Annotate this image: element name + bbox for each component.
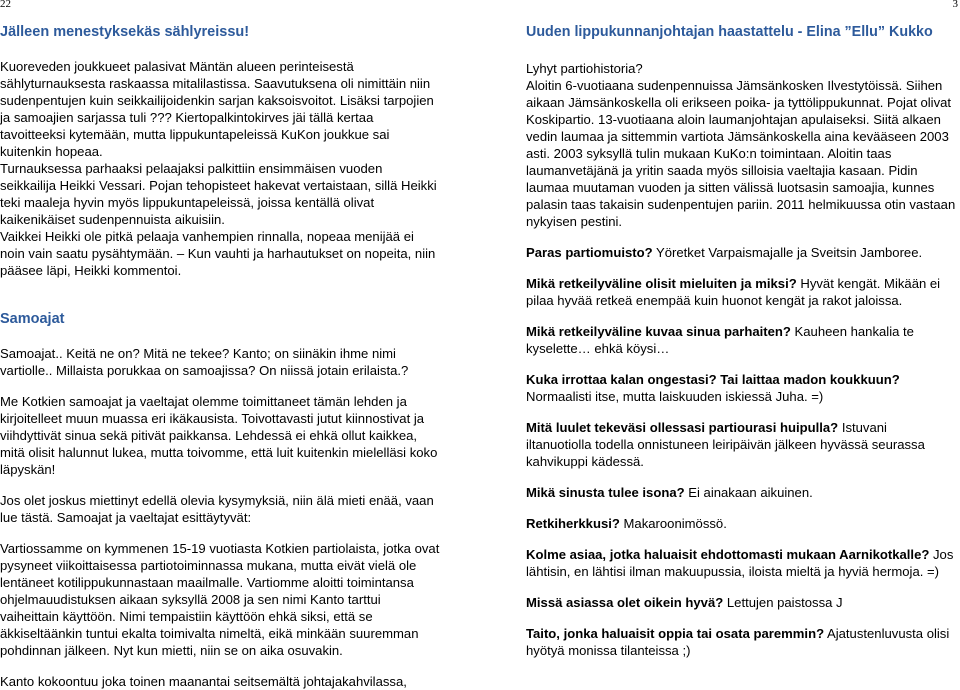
question: Lyhyt partiohistoria? <box>526 61 643 76</box>
page-number-left: 22 <box>0 0 11 10</box>
article-title: Jälleen menestyksekäs sählyreissu! <box>0 24 250 40</box>
answer: Ei ainakaan aikuinen. <box>688 485 813 500</box>
qa-item <box>526 323 956 357</box>
question: Kolme asiaa, jotka haluaisit ehdottomasti mukaan Aarnikotkalle? <box>526 547 930 562</box>
question: Mikä retkeilyväline olisit mieluiten ja miksi? <box>526 276 797 291</box>
page-number-right: 3 <box>952 0 958 10</box>
paragraph: Vartiossamme on kymmenen 15-19 vuotiasta Kotkien partiolaista, jotka ovat pysyneet viikoittaisessa partiotoiminnassa mukana, mutta eivät vielä ole lentäneet kotilippukunnastaan maailmalle. Vartiomme aloitti toimintansa ohjelmauudistuksen aikaan syksyllä 2008 ja sen nimi Kanto tarttui vaiheittain käyttöön. Nimi tempaistiin käyttöön ehkä siksi, että se äkkiseltäänkin tuntui ekalta toimivalta nimeltä, eikä minkään suuremman pohdinnan jälkeen. Nyt kun mietti, niin se on aika osuvakin. <box>0 541 440 658</box>
qa-item <box>526 515 956 532</box>
qa-item <box>526 625 956 659</box>
answer: Makaroonimössö. <box>623 516 727 531</box>
paragraph: Me Kotkien samoajat ja vaeltajat olemme toimittaneet tämän lehden ja kirjoitelleet muun muassa eri ikäkausista. Toivottavasti jutut kiinnostivat ja viihdyttivät sinua sekä pitivät paikkansa. Lehdessä ei ehkä ollut kaikkea, mitä olisit halunnut lukea, mutta toivomme, että luit kuitenkin mielelläsi koko läpyskän! <box>0 394 438 477</box>
question: Taito, jonka haluaisit oppia tai osata paremmin? <box>526 626 825 641</box>
answer: Normaalisti itse, mutta laiskuuden iskiessä Juha. =) <box>526 389 824 404</box>
question: Kuka irrottaa kalan ongestasi? Tai laittaa madon koukkuun? <box>526 372 900 387</box>
answer: Kauheen hankalia te kyselette… ehkä köysi… <box>526 324 914 356</box>
left-column <box>0 22 442 690</box>
interview-title: Uuden lippukunnanjohtajan haastattelu - Elina ”Ellu” Kukko <box>526 24 933 40</box>
answer: Ajatustenluvusta olisi hyötyä monissa tilanteissa ;) <box>526 626 950 658</box>
question: Paras partiomuisto? <box>526 245 653 260</box>
qa-item <box>526 419 956 470</box>
question: Mikä retkeilyväline kuvaa sinua parhaiten? <box>526 324 791 339</box>
question: Mitä luulet tekeväsi ollessasi partiourasi huipulla? <box>526 420 839 435</box>
answer: Hyvät kengät. Mikään ei pilaa hyvää retkeä enempää kuin huonot kengät ja rakot jaloissa. <box>526 276 941 308</box>
answer: Yöretket Varpaismajalle ja Sveitsin Jamboree. <box>656 245 923 260</box>
paragraph: Turnauksessa parhaaksi pelaajaksi palkittiin ensimmäisen vuoden seikkailija Heikki Vessari. Pojan tehopisteet hakevat vertaistaan, sillä Heikki teki maaleja hyvin myös lippukuntapeleissä, joissa kentällä olivat kaikenikäiset sudenpennuista aikuisiin. <box>0 161 437 227</box>
paragraph: Samoajat.. Keitä ne on? Mitä ne tekee? Kanto; on siinäkin ihme nimi vartiolle.. Millaista porukkaa on samoajissa? On niissä jotain erilaista.? <box>0 346 409 378</box>
answer: Lettujen paistossa J <box>726 595 843 610</box>
qa-item <box>526 60 956 230</box>
answer: Aloitin 6-vuotiaana sudenpennuissa Jämsänkosken Ilvestytöissä. Siihen aikaan Jämsänkoskella oli erikseen poika- ja tyttölippukunnat. Pojat olivat Koskipartio. 13-vuotiaana aloin laumanjohtajan apulaiseksi. Siitä alkaen vedin laumaa ja sittemmin vartiota Jämsänkoskella aina kevääseen 2003 asti. 2003 syksyllä tulin mukaan KuKo:n toimintaan. Aloitin taas laumanvetäjänä ja yritin saada myös silloisia vaeltajia kasaan. Pidin laumaa muutaman vuoden ja sitten välissä luotsasin samoajia, kunnes palasin taas takaisin sudenpentujen pariin. 2011 helmikuussa otin vastaan nykyisen pestini. <box>526 78 956 229</box>
right-column <box>526 22 956 659</box>
question: Mikä sinusta tulee isona? <box>526 485 685 500</box>
question: Retkiherkkusi? <box>526 516 620 531</box>
qa-item <box>526 275 956 309</box>
paragraph: Kanto kokoontuu joka toinen maanantai seitsemältä johtajakahvilassa, <box>0 674 407 689</box>
qa-item <box>526 484 956 501</box>
qa-item <box>526 594 956 611</box>
paragraph: Jos olet joskus miettinyt edellä olevia kysymyksiä, niin älä mieti enää, vaan lue tästä. Samoajat ja vaeltajat esittäytyvät: <box>0 493 434 525</box>
paragraph: Vaikkei Heikki ole pitkä pelaaja vanhempien rinnalla, nopeaa menijää ei noin vain saatu pysähtymään. – Kun vauhti ja harhautukset on nopeita, niin pääsee läpi, Heikki kommentoi. <box>0 229 436 278</box>
answer: Istuvani iltanuotiolla todella onnistuneen leiripäivän jälkeen hyvässä seurassa kahvikuppi kädessä. <box>526 420 925 469</box>
qa-item <box>526 371 956 405</box>
paragraph: Kuoreveden joukkueet palasivat Mäntän alueen perinteisestä sählyturnauksesta raskaassa mitalilastissa. Saavutuksena oli nimittäin niin sudenpentujen kuin seikkailijoidenkin sarjan kaksoisvoitot. Lisäksi tarpojien ja samoajien sarjassa tuli ??? Kiertopalkintokirves jäi tällä kertaa tavoitteeksi kytemään, mutta lippukuntapeleissä KuKon joukkue sai kuitenkin hopeaa. <box>0 59 434 159</box>
section-heading: Samoajat <box>0 311 65 327</box>
qa-item <box>526 546 956 580</box>
answer: Jos lähtisin, en lähtisi ilman makuupussia, iloista mieltä ja hyviä hermoja. =) <box>526 547 954 579</box>
qa-item <box>526 244 956 261</box>
question: Missä asiassa olet oikein hyvä? <box>526 595 724 610</box>
